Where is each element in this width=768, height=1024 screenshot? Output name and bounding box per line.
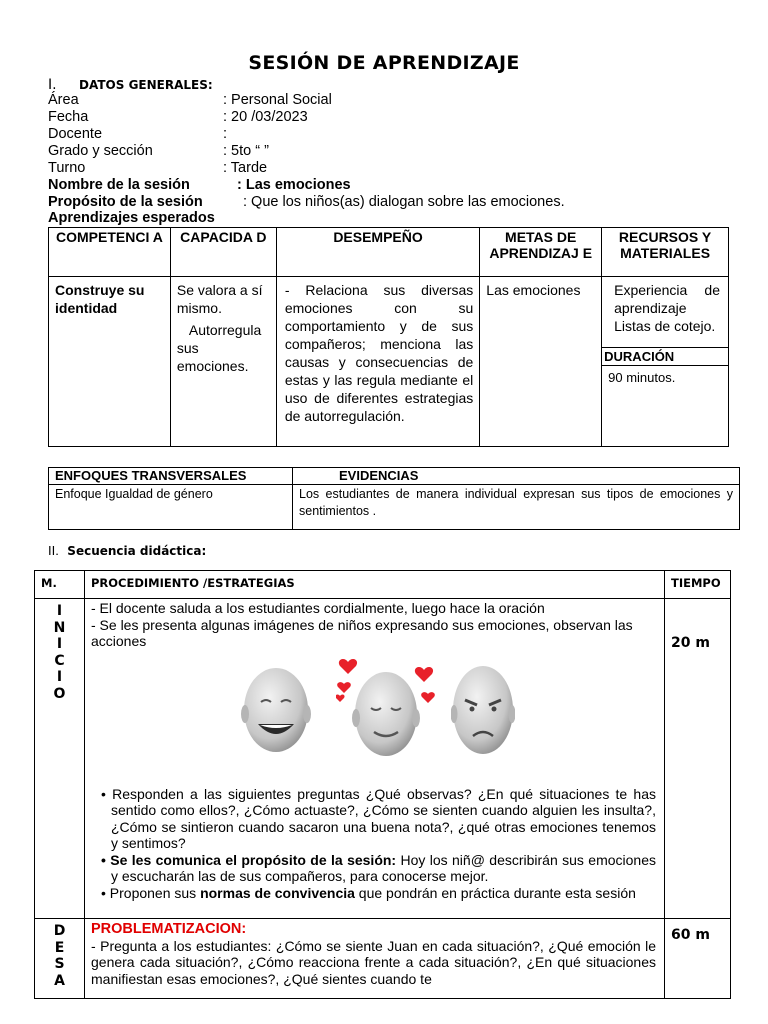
docente-value: : — [223, 126, 228, 142]
fecha-value: : 20 /03/2023 — [223, 109, 308, 125]
section-1-title: DATOS GENERALES: — [79, 78, 213, 92]
capacidad-cell — [170, 277, 276, 447]
inicio-line-2: - Se les presenta algunas imágenes de niños expresando sus emociones, observan las acciones — [91, 616, 633, 649]
inicio-bullet-purpose — [91, 852, 656, 885]
desarrollo-time: 60 m — [665, 919, 731, 999]
norms-pre: • Proponen sus — [101, 884, 201, 901]
inicio-moment — [35, 599, 85, 919]
section-2-title: Secuencia didáctica: — [67, 544, 207, 558]
norms-bold: normas de convivencia — [200, 884, 355, 901]
purpose-text: Hoy los niñ@ describirán sus emociones y escucharán las de sus compañeros, para conocerse mejor. — [111, 851, 656, 884]
header-m: M. — [35, 571, 85, 599]
desa-letter: D — [53, 923, 66, 939]
desarrollo-procedure — [85, 919, 665, 999]
inicio-letter: O — [53, 685, 66, 702]
purpose-label: Propósito de la sesión — [48, 194, 203, 210]
page-title: SESIÓN DE APRENDIZAJE — [248, 52, 520, 74]
area-value: : Personal Social — [223, 92, 332, 108]
duracion-label: DURACIÓN — [602, 347, 728, 366]
desa-letter: S — [54, 956, 65, 972]
sequence-table — [34, 570, 731, 999]
session-name-value: : Las emociones — [237, 177, 351, 193]
happy-face-icon — [241, 666, 311, 758]
capacidad-1: Se valora a sí mismo. — [176, 282, 263, 316]
recursos-cell — [602, 277, 729, 447]
purpose-lead: • Se les comunica el propósito de la sesión: — [101, 851, 397, 868]
area-label: Área — [48, 92, 79, 108]
angry-face-icon — [451, 664, 515, 758]
section-2-heading — [48, 542, 206, 560]
purpose-value: : Que los niños(as) dialogan sobre las emociones. — [243, 194, 565, 210]
enfoques-table — [48, 467, 740, 530]
inicio-letter: I — [56, 669, 63, 685]
inicio-time: 20 m — [665, 599, 731, 919]
duracion-value: 90 minutos. — [608, 370, 676, 385]
header-tiempo: TIEMPO — [665, 571, 731, 599]
desa-letter: E — [54, 939, 65, 956]
grado-value: : 5to “ ” — [223, 143, 269, 159]
desarrollo-moment — [35, 919, 85, 999]
inicio-line-1: - El docente saluda a los estudiantes cordialmente, luego hace la oración — [91, 600, 545, 616]
inicio-letter: C — [54, 652, 65, 669]
desempeno-cell: - Relaciona sus diversas emociones con su comportamiento y de sus compañeros; menciona las causas y consecuencias de estas y las regula mediante el uso de diferentes estrategias de autorregulación. — [276, 277, 479, 447]
section-1-numeral: I. — [48, 77, 57, 93]
capacidad-2: Autorregula sus emociones. — [176, 322, 262, 374]
header-competencia: COMPETENCI A — [49, 228, 171, 277]
recursos-text: Experiencia de aprendizaje Listas de cotejo. — [614, 282, 720, 334]
inicio-letter: N — [53, 619, 66, 636]
grado-label: Grado y sección — [48, 143, 153, 159]
problematizacion-text: - Pregunta a los estudiantes: ¿Cómo se siente Juan en cada situación?, ¿Qué emoción le genera cada situación?, ¿Cómo reacciona frente a cada situación?, ¿En qué situaciones manifiestan esas emociones?, ¿Qué sientes cuando te — [91, 937, 656, 987]
header-recursos: RECURSOS Y MATERIALES — [602, 228, 729, 277]
competencia-cell: Construye su identidad — [49, 277, 171, 447]
inicio-procedure — [85, 599, 665, 919]
header-capacidad: CAPACIDA D — [170, 228, 276, 277]
header-metas: METAS DE APRENDIZAJ E — [480, 228, 602, 277]
inicio-bullet-norms — [91, 885, 656, 902]
problematizacion-title: PROBLEMATIZACION: — [91, 921, 247, 937]
header-procedimiento: PROCEDIMIENTO /ESTRATEGIAS — [85, 571, 665, 599]
header-enfoques: ENFOQUES TRANSVERSALES — [49, 468, 293, 485]
emotion-faces-illustration — [241, 652, 531, 772]
enfoque-cell: Enfoque Igualdad de género — [49, 485, 293, 530]
header-evidencias: EVIDENCIAS — [293, 468, 740, 485]
turno-label: Turno — [48, 160, 86, 176]
inicio-bullet-questions: • Responden a las siguientes preguntas ¿Qué observas? ¿En qué situaciones te has sentido como ellos?, ¿Cómo actuaste?, ¿Cómo se sienten cuando alguien les insulta?, ¿Cómo se sintieron cuando sacaron una buena nota?, ¿qué otras emociones tenemos y sentimos? — [101, 785, 656, 851]
docente-label: Docente — [48, 126, 103, 142]
inicio-letter: I — [56, 636, 63, 652]
expected-learning-label: Aprendizajes esperados — [48, 210, 215, 226]
metas-cell: Las emociones — [480, 277, 602, 447]
norms-post: que pondrán en práctica durante esta sesión — [354, 884, 636, 901]
section-2-numeral: II. — [48, 543, 59, 558]
session-name-label: Nombre de la sesión — [48, 177, 190, 193]
header-desempeno: DESEMPEÑO — [276, 228, 479, 277]
in-love-face-icon — [336, 652, 436, 762]
inicio-letter: I — [56, 603, 63, 619]
competency-table — [48, 227, 729, 447]
evidencia-cell: Los estudiantes de manera individual expresan sus tipos de emociones y sentimientos . — [293, 485, 740, 530]
turno-value: : Tarde — [223, 160, 268, 176]
fecha-label: Fecha — [48, 109, 89, 125]
desa-letter: A — [54, 972, 65, 989]
